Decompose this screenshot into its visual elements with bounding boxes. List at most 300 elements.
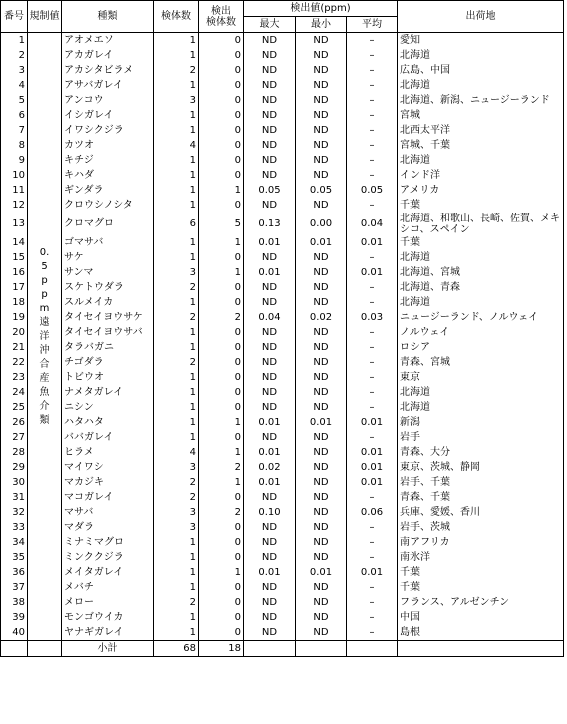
cell-no: 21 [1,340,28,355]
cell-no: 27 [1,430,28,445]
cell-max: ND [244,168,296,183]
cell-no: 33 [1,520,28,535]
cell-detected: 0 [199,490,244,505]
cell-max: ND [244,400,296,415]
cell-species: ミナミマグロ [62,535,154,550]
cell-detected: 0 [199,123,244,138]
table-row [1,198,564,213]
cell-min: ND [296,265,347,280]
cell-no: 40 [1,625,28,641]
cell-min: ND [296,595,347,610]
cell-detected: 0 [199,295,244,310]
cell-specimens: 3 [154,93,199,108]
cell-specimens: 1 [154,625,199,641]
cell-no: 9 [1,153,28,168]
cell-origin: 北海道、宮城 [398,265,564,280]
cell-species: タイセイヨウサバ [62,325,154,340]
table-row [1,430,564,445]
cell-min: 0.01 [296,565,347,580]
cell-no: 8 [1,138,28,153]
cell-origin: 青森、宮城 [398,355,564,370]
cell-species: サケ [62,250,154,265]
cell-origin: 千葉 [398,198,564,213]
cell-min: ND [296,385,347,400]
cell-avg: – [347,430,398,445]
cell-specimens: 3 [154,505,199,520]
cell-specimens: 1 [154,550,199,565]
cell-avg: – [347,280,398,295]
cell-specimens: 4 [154,445,199,460]
cell-origin: 南氷洋 [398,550,564,565]
cell-min: ND [296,445,347,460]
regulation-value-cell [28,33,62,641]
cell-max: ND [244,385,296,400]
cell-origin: 北海道 [398,385,564,400]
subtotal-specimens: 68 [154,641,199,657]
cell-min: ND [296,250,347,265]
cell-max: ND [244,490,296,505]
cell-max: ND [244,198,296,213]
cell-avg: – [347,580,398,595]
cell-no: 22 [1,355,28,370]
cell-avg: 0.01 [347,475,398,490]
table-row [1,33,564,49]
cell-min: ND [296,535,347,550]
cell-specimens: 2 [154,355,199,370]
table-row [1,490,564,505]
cell-origin: 南アフリカ [398,535,564,550]
cell-min: 0.01 [296,235,347,250]
cell-detected: 0 [199,535,244,550]
cell-species: ゴマサバ [62,235,154,250]
cell-origin: 北海道、青森 [398,280,564,295]
table-row [1,48,564,63]
table-row [1,153,564,168]
cell-avg: – [347,93,398,108]
cell-avg: 0.05 [347,183,398,198]
cell-max: ND [244,153,296,168]
cell-max: 0.01 [244,565,296,580]
cell-min: ND [296,400,347,415]
cell-max: ND [244,295,296,310]
cell-min: ND [296,33,347,49]
cell-specimens: 2 [154,310,199,325]
cell-max: ND [244,93,296,108]
cell-origin: 青森、大分 [398,445,564,460]
cell-avg: – [347,370,398,385]
table-row [1,385,564,400]
table-row [1,280,564,295]
cell-species: ニシン [62,400,154,415]
table-body [1,33,564,641]
table-row [1,93,564,108]
cell-min: ND [296,198,347,213]
cell-avg: 0.01 [347,565,398,580]
table-row [1,520,564,535]
table-row [1,565,564,580]
cell-species: ヤナギガレイ [62,625,154,641]
cell-specimens: 1 [154,198,199,213]
cell-origin: 千葉 [398,580,564,595]
cell-no: 10 [1,168,28,183]
cell-detected: 2 [199,460,244,475]
table-row [1,325,564,340]
cell-avg: 0.01 [347,445,398,460]
cell-no: 3 [1,63,28,78]
cell-min: ND [296,280,347,295]
cell-no: 29 [1,460,28,475]
cell-avg: – [347,520,398,535]
cell-min: 0.02 [296,310,347,325]
cell-detected: 0 [199,580,244,595]
cell-detected: 0 [199,78,244,93]
cell-origin: ノルウェイ [398,325,564,340]
cell-min: ND [296,153,347,168]
cell-specimens: 1 [154,370,199,385]
cell-avg: 0.01 [347,460,398,475]
cell-min: ND [296,340,347,355]
cell-species: イシガレイ [62,108,154,123]
cell-no: 19 [1,310,28,325]
table-row [1,370,564,385]
cell-specimens: 3 [154,265,199,280]
cell-avg: – [347,550,398,565]
table-row [1,168,564,183]
cell-origin: 北海道 [398,48,564,63]
header-origin: 出荷地 [398,1,564,33]
cell-specimens: 3 [154,460,199,475]
cell-detected: 0 [199,325,244,340]
cell-no: 4 [1,78,28,93]
cell-no: 28 [1,445,28,460]
cell-no: 30 [1,475,28,490]
cell-detected: 0 [199,625,244,641]
cell-min: ND [296,625,347,641]
cell-max: ND [244,535,296,550]
table-row [1,213,564,235]
cell-max: ND [244,108,296,123]
cell-min: ND [296,138,347,153]
cell-species: キチジ [62,153,154,168]
cell-no: 37 [1,580,28,595]
header-no: 番号 [1,1,28,33]
table-header [1,1,564,33]
cell-avg: 0.03 [347,310,398,325]
cell-max: 0.04 [244,310,296,325]
cell-avg: – [347,595,398,610]
cell-no: 12 [1,198,28,213]
table-row [1,460,564,475]
cell-detected: 0 [199,340,244,355]
cell-no: 24 [1,385,28,400]
cell-origin: 東京 [398,370,564,385]
cell-species: マダラ [62,520,154,535]
cell-specimens: 1 [154,123,199,138]
cell-detected: 1 [199,265,244,280]
cell-origin: 北海道 [398,400,564,415]
cell-no: 7 [1,123,28,138]
cell-min: 0.05 [296,183,347,198]
table-row [1,138,564,153]
cell-species: チゴダラ [62,355,154,370]
cell-origin: 千葉 [398,235,564,250]
cell-species: メイタガレイ [62,565,154,580]
cell-detected: 0 [199,520,244,535]
cell-origin: 兵庫、愛媛、香川 [398,505,564,520]
table-row [1,610,564,625]
cell-origin: 岩手、茨城 [398,520,564,535]
cell-origin: 北海道、和歌山、長崎、佐賀、メキシコ、スペイン [398,213,564,235]
cell-min: ND [296,580,347,595]
cell-species: アカガレイ [62,48,154,63]
cell-max: ND [244,610,296,625]
cell-specimens: 1 [154,108,199,123]
cell-species: クロウシノシタ [62,198,154,213]
table-row [1,295,564,310]
cell-no: 35 [1,550,28,565]
cell-max: ND [244,63,296,78]
cell-specimens: 1 [154,610,199,625]
subtotal-label: 小計 [62,641,154,657]
cell-avg: 0.01 [347,415,398,430]
cell-min: ND [296,460,347,475]
cell-avg: – [347,625,398,641]
cell-species: アンコウ [62,93,154,108]
cell-origin: ロシア [398,340,564,355]
cell-specimens: 6 [154,213,199,235]
cell-min: 0.01 [296,415,347,430]
cell-avg: – [347,78,398,93]
cell-max: 0.01 [244,445,296,460]
cell-avg: – [347,138,398,153]
cell-origin: 宮城、千葉 [398,138,564,153]
cell-avg: – [347,610,398,625]
cell-min: 0.00 [296,213,347,235]
cell-avg: – [347,295,398,310]
cell-no: 18 [1,295,28,310]
cell-avg: – [347,108,398,123]
cell-specimens: 1 [154,250,199,265]
cell-detected: 0 [199,595,244,610]
cell-min: ND [296,610,347,625]
cell-avg: 0.01 [347,235,398,250]
cell-species: マカジキ [62,475,154,490]
cell-origin: 愛知 [398,33,564,49]
table-row [1,445,564,460]
cell-species: ギンダラ [62,183,154,198]
cell-species: アカシタビラメ [62,63,154,78]
cell-detected: 0 [199,33,244,49]
cell-origin: 北海道 [398,295,564,310]
cell-min: ND [296,78,347,93]
header-min: 最小 [296,17,347,33]
header-avg: 平均 [347,17,398,33]
cell-detected: 0 [199,550,244,565]
cell-species: キハダ [62,168,154,183]
cell-max: 0.10 [244,505,296,520]
cell-species: メバチ [62,580,154,595]
cell-detected: 0 [199,168,244,183]
cell-avg: – [347,340,398,355]
cell-min: ND [296,490,347,505]
table-row [1,123,564,138]
table-row [1,235,564,250]
cell-no: 1 [1,33,28,49]
cell-specimens: 1 [154,183,199,198]
cell-max: ND [244,250,296,265]
cell-species: ヒラメ [62,445,154,460]
subtotal-row [1,641,564,657]
cell-specimens: 1 [154,153,199,168]
cell-origin: 北西太平洋 [398,123,564,138]
cell-detected: 0 [199,153,244,168]
table-row [1,63,564,78]
cell-avg: – [347,48,398,63]
cell-max: ND [244,580,296,595]
cell-origin: 中国 [398,610,564,625]
table-row [1,355,564,370]
cell-specimens: 1 [154,415,199,430]
cell-detected: 2 [199,310,244,325]
cell-no: 20 [1,325,28,340]
regulation-value: 0.5ppm遠洋沖合産魚介類 [39,246,50,426]
cell-avg: – [347,355,398,370]
cell-origin: 広島、中国 [398,63,564,78]
cell-max: ND [244,340,296,355]
cell-species: トビウオ [62,370,154,385]
table-row [1,108,564,123]
cell-min: ND [296,370,347,385]
cell-detected: 0 [199,400,244,415]
cell-origin: 岩手 [398,430,564,445]
cell-origin: 北海道 [398,78,564,93]
header-detected-value: 検出値(ppm) [244,1,398,17]
cell-species: クロマグロ [62,213,154,235]
cell-specimens: 1 [154,48,199,63]
cell-no: 36 [1,565,28,580]
cell-no: 17 [1,280,28,295]
cell-no: 34 [1,535,28,550]
cell-specimens: 2 [154,63,199,78]
cell-no: 11 [1,183,28,198]
cell-detected: 0 [199,108,244,123]
table-row [1,475,564,490]
cell-species: マイワシ [62,460,154,475]
cell-origin: 千葉 [398,565,564,580]
cell-min: ND [296,520,347,535]
cell-species: タイセイヨウサケ [62,310,154,325]
cell-min: ND [296,63,347,78]
cell-max: 0.01 [244,475,296,490]
subtotal-detected: 18 [199,641,244,657]
cell-detected: 0 [199,280,244,295]
cell-specimens: 1 [154,535,199,550]
cell-detected: 0 [199,93,244,108]
table-row [1,78,564,93]
cell-species: ミンククジラ [62,550,154,565]
table-row [1,183,564,198]
cell-specimens: 2 [154,595,199,610]
cell-max: 0.01 [244,235,296,250]
header-specimens: 検体数 [154,1,199,33]
cell-species: スルメイカ [62,295,154,310]
cell-max: 0.13 [244,213,296,235]
cell-min: ND [296,430,347,445]
cell-detected: 0 [199,385,244,400]
cell-specimens: 1 [154,295,199,310]
cell-detected: 1 [199,235,244,250]
table-row [1,415,564,430]
cell-species: アオメエソ [62,33,154,49]
cell-max: ND [244,550,296,565]
cell-species: アサバガレイ [62,78,154,93]
cell-detected: 0 [199,63,244,78]
cell-no: 5 [1,93,28,108]
cell-max: ND [244,280,296,295]
cell-detected: 0 [199,370,244,385]
cell-avg: 0.04 [347,213,398,235]
cell-origin: 島根 [398,625,564,641]
cell-max: ND [244,430,296,445]
cell-avg: 0.06 [347,505,398,520]
cell-min: ND [296,550,347,565]
table-row [1,595,564,610]
cell-origin: 北海道 [398,250,564,265]
cell-origin: インド洋 [398,168,564,183]
cell-species: モンゴウイカ [62,610,154,625]
cell-min: ND [296,93,347,108]
cell-specimens: 1 [154,78,199,93]
header-detected-specimens: 検出 検体数 [199,1,244,33]
cell-origin: 北海道 [398,153,564,168]
cell-min: ND [296,108,347,123]
cell-detected: 1 [199,565,244,580]
cell-min: ND [296,295,347,310]
cell-no: 32 [1,505,28,520]
cell-detected: 1 [199,183,244,198]
cell-no: 16 [1,265,28,280]
cell-max: ND [244,33,296,49]
cell-detected: 0 [199,138,244,153]
cell-avg: – [347,400,398,415]
cell-no: 15 [1,250,28,265]
cell-max: ND [244,625,296,641]
cell-origin: 宮城 [398,108,564,123]
cell-max: ND [244,520,296,535]
header-species: 種類 [62,1,154,33]
cell-avg: – [347,123,398,138]
cell-max: 0.02 [244,460,296,475]
cell-origin: ニュージーランド、ノルウェイ [398,310,564,325]
cell-specimens: 1 [154,385,199,400]
table-row [1,550,564,565]
cell-species: イワシクジラ [62,123,154,138]
cell-detected: 0 [199,48,244,63]
cell-detected: 2 [199,505,244,520]
table-row [1,265,564,280]
cell-specimens: 1 [154,400,199,415]
cell-avg: – [347,385,398,400]
cell-specimens: 2 [154,280,199,295]
cell-no: 13 [1,213,28,235]
cell-origin: 青森、千葉 [398,490,564,505]
cell-specimens: 1 [154,340,199,355]
cell-specimens: 1 [154,235,199,250]
table-row [1,400,564,415]
cell-origin: 北海道、新潟、ニュージーランド [398,93,564,108]
cell-min: ND [296,123,347,138]
cell-specimens: 2 [154,475,199,490]
